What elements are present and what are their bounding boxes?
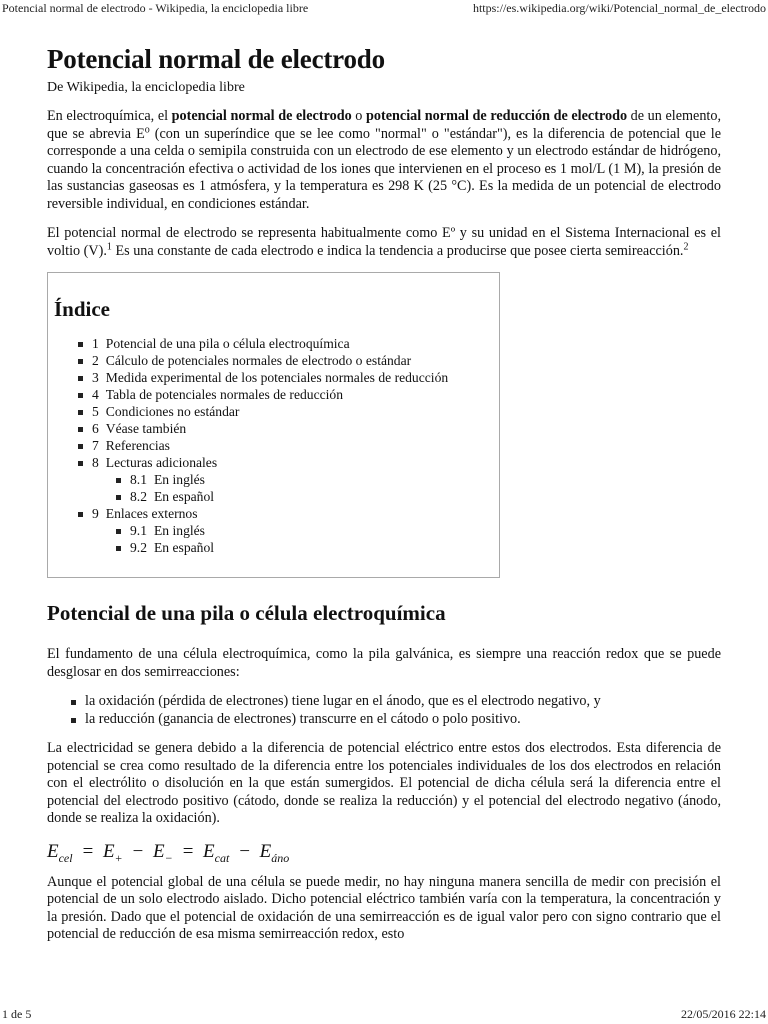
toc-number: 2 <box>92 353 99 368</box>
toc-label: Medida experimental de los potenciales normales de reducción <box>105 370 449 385</box>
toc-number: 4 <box>92 387 99 402</box>
toc-label: Tabla de potenciales normales de reducción <box>105 387 344 402</box>
formula-subscript: cat <box>214 850 230 865</box>
toc-label: Enlaces externos <box>105 506 198 521</box>
text-run: (con un superíndice que se lee como "normal" o "estándar"), es la diferencia de potencial que le corresponde a una celda o semipila construida con un electrodo de ese elemento y un electrodo estándar de hidrógeno, cuando la concentración efectiva o actividad de los iones que intervienen en el proceso es 1 mol/L (1 M), la presión de las sustancias gaseosas es 1 atmósfera, y la temperatura es 298 K (25 °C). Es la medida de un potencial de electrodo reversible individual, en condiciones estándar. <box>47 125 722 212</box>
toc-item[interactable] <box>78 335 499 352</box>
formula-subscript: + <box>114 850 123 865</box>
toc-list <box>78 335 499 556</box>
toc-item[interactable] <box>78 403 499 420</box>
toc-label: En español <box>154 489 215 504</box>
toc-number: 8.2 <box>130 489 147 504</box>
print-timestamp: 22/05/2016 22:14 <box>680 1007 766 1021</box>
list-item: la reducción (ganancia de electrones) transcurre en el cátodo o polo positivo. <box>71 711 721 729</box>
formula-operator: − <box>238 840 251 862</box>
section-heading: Potencial de una pila o célula electroquímica <box>47 601 446 625</box>
bold-term: potencial normal de reducción de electrodo <box>366 108 628 124</box>
toc-number: 7 <box>92 438 99 453</box>
toc-subitem[interactable] <box>116 539 499 556</box>
toc-label: Condiciones no estándar <box>105 404 240 419</box>
list-item: la oxidación (pérdida de electrones) tiene lugar en el ánodo, que es el electrodo negativo, y <box>71 693 721 711</box>
toc-label: En inglés <box>154 472 205 487</box>
toc-label: Potencial de una pila o célula electroquímica <box>105 336 350 351</box>
text-run: Es una constante de cada electrodo e indica la tendencia a producirse que posee cierta semireacción. <box>111 242 684 259</box>
toc-item[interactable] <box>78 437 499 454</box>
print-header-url: https://es.wikipedia.org/wiki/Potencial_normal_de_electrodo <box>472 1 766 15</box>
text-run: El potencial normal de electrodo se representa habitualmente como Eº y su unidad en el Sistema Internacional es el voltio (V). <box>47 225 721 259</box>
reference-link[interactable]: 1 <box>106 240 112 252</box>
toc-number: 3 <box>92 370 99 385</box>
toc-number: 8 <box>92 455 99 470</box>
toc-sublist <box>116 471 499 505</box>
formula-subscript: − <box>164 850 173 865</box>
formula-operator: − <box>131 840 145 862</box>
toc-item[interactable] <box>78 352 499 369</box>
toc-label: Lecturas adicionales <box>105 455 218 470</box>
toc-label: Véase también <box>105 421 187 436</box>
formula-symbol: E <box>203 840 215 862</box>
formula-symbol: E <box>152 840 165 862</box>
toc-number: 8.1 <box>130 472 147 487</box>
toc-sublist <box>116 522 499 556</box>
toc-item[interactable] <box>78 420 499 437</box>
toc-item[interactable] <box>78 505 499 556</box>
formula-symbol: E <box>102 840 115 862</box>
intro-paragraph-1 <box>47 108 721 213</box>
formula-symbol: E <box>47 840 59 862</box>
toc-number: 5 <box>92 404 99 419</box>
bold-term: potencial normal de electrodo <box>171 108 352 124</box>
table-of-contents <box>47 272 500 578</box>
toc-item[interactable] <box>78 369 499 386</box>
print-footer <box>0 1007 768 1021</box>
text-run: o <box>351 108 367 124</box>
formula-subscript: áno <box>271 850 290 865</box>
print-header-title: Potencial normal de electrodo - Wikipedia, la enciclopedia libre <box>2 1 309 15</box>
toc-title: Índice <box>54 297 111 321</box>
toc-number: 6 <box>92 421 99 436</box>
page-number: 1 de 5 <box>2 1007 32 1021</box>
toc-number: 9.1 <box>130 523 147 538</box>
reference-link[interactable]: 2 <box>683 240 689 252</box>
formula-symbol: E <box>259 840 272 862</box>
text-run: En electroquímica, el <box>47 108 172 124</box>
formula-operator: = <box>181 840 195 862</box>
toc-label: En inglés <box>154 523 205 538</box>
page-title: Potencial normal de electrodo <box>47 44 385 74</box>
toc-number: 9 <box>92 506 99 521</box>
toc-subitem[interactable] <box>116 471 499 488</box>
intro-paragraph-2 <box>47 225 721 260</box>
toc-subitem[interactable] <box>116 488 499 505</box>
article <box>47 42 721 956</box>
section-paragraph-1: El fundamento de una célula electroquímica, como la pila galvánica, es siempre una reacción redox que se puede desglosar en dos semirreacciones: <box>47 646 721 680</box>
cell-potential-formula <box>47 840 721 864</box>
semireaction-list <box>47 693 721 728</box>
toc-label: Referencias <box>105 438 170 453</box>
toc-item[interactable] <box>78 386 499 403</box>
toc-item[interactable] <box>78 454 499 505</box>
toc-label: En español <box>154 540 215 555</box>
text-run: de un elemento, que se abrevia E <box>47 108 722 142</box>
toc-label: Cálculo de potenciales normales de electrodo o estándar <box>105 353 412 368</box>
toc-number: 1 <box>92 336 99 351</box>
formula-subscript: cel <box>58 850 73 865</box>
toc-subitem[interactable] <box>116 522 499 539</box>
section-paragraph-3: Aunque el potencial global de una célula se puede medir, no hay ninguna manera sencilla de medir con precisión el potencial de un solo electrodo aislado. Dicho potencial eléctrico también varía con la temperatura, la concentración y la presión. Dado que el potencial de oxidación de una semirreacción es de igual valor pero con signo contrario que el potencial de reducción de esa misma semirreacción redox, esto <box>47 873 721 942</box>
formula-operator: = <box>81 840 95 862</box>
superscript: o <box>144 123 150 135</box>
page-subtitle: De Wikipedia, la enciclopedia libre <box>47 80 245 95</box>
toc-number: 9.2 <box>130 540 147 555</box>
section-paragraph-2: La electricidad se genera debido a la diferencia de potencial eléctrico entre estos dos electrodos. Esta diferencia de potencial se crea como resultado de la diferencia entre los potenciales individuales de los dos electrodos en relación con el electrólito o disolución en la que están sumergidos. El potencial de dicha célula será la diferencia entre el potencial del electrodo positivo (cátodo, donde se realiza la reducción) y el potencial del electrodo negativo (ánodo, donde se realiza la oxidación). <box>47 740 721 826</box>
print-header <box>0 1 768 15</box>
